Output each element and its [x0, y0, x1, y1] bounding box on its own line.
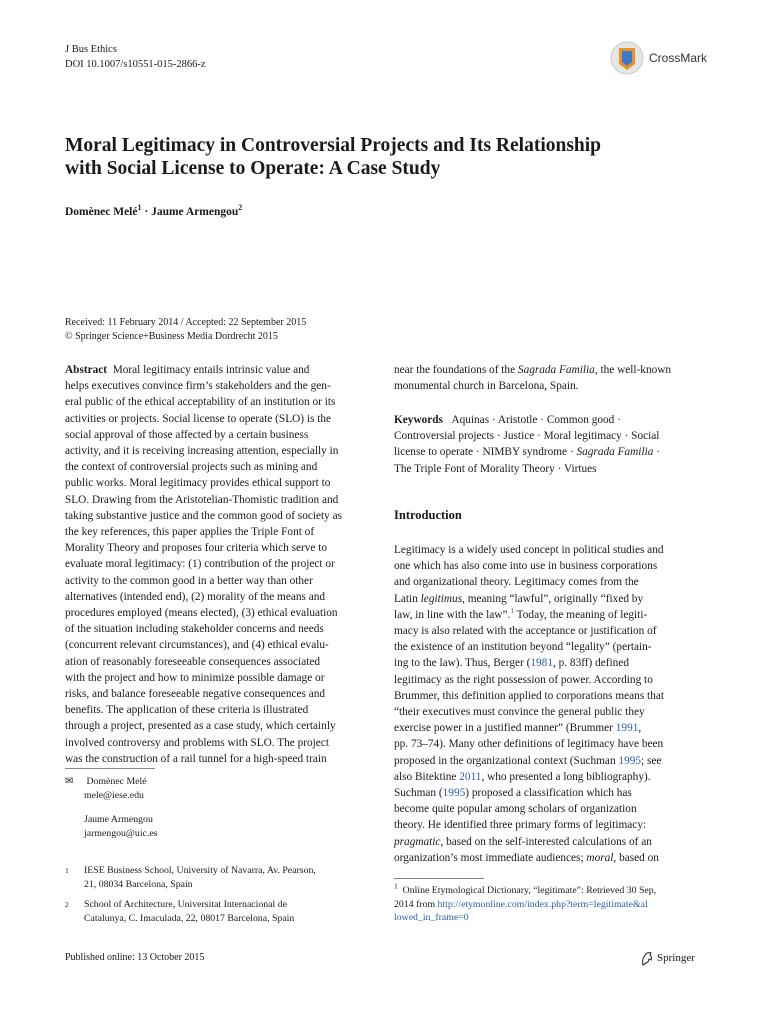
footnote-url[interactable]: lowed_in_frame=0	[394, 912, 469, 923]
abstract-line	[394, 362, 703, 378]
affiliation	[65, 864, 365, 891]
abstract-line: SLO. Drawing from the Aristotelian-Thomistic tradition and	[65, 493, 339, 506]
body-line: ing to the law). Thus, Berger (1981, p. 83ff) defined	[394, 657, 629, 670]
crossmark-badge[interactable]	[609, 40, 729, 76]
correspondence-name: Jaume Armengou	[84, 814, 153, 825]
abstract-line: ation of reasonably foreseeable consequences associated	[65, 655, 321, 668]
footnote	[394, 881, 703, 925]
published-online: Published online: 13 October 2015	[65, 952, 205, 963]
affiliation-line: 21, 08034 Barcelona, Spain	[84, 878, 193, 890]
citation-link[interactable]: 1981	[530, 657, 553, 670]
abstract-continuation	[394, 362, 703, 394]
author-name: Domènec Melé	[65, 206, 138, 218]
keywords-line	[394, 444, 703, 460]
citation-link[interactable]: 1995	[618, 754, 642, 767]
abstract-line: Morality Theory and proposes four criteria which serve to	[65, 542, 328, 555]
footnote-number: 1	[394, 881, 398, 891]
copyright: © Springer Science+Business Media Dordrecht 2015	[65, 331, 278, 342]
correspondence-name: Domènec Melé	[86, 776, 147, 787]
abstract-line: (concurrent relevant circumstances), and (4) ethical evalu-	[65, 639, 329, 652]
author-affil-sup: 1	[137, 203, 142, 213]
keywords-text: ·	[653, 446, 660, 459]
abstract-line: helps executives convince firm’s stakeholders and the gen-	[65, 380, 331, 393]
footnote-line	[394, 898, 703, 912]
abstract-line: activity to the common good in a better way than other	[65, 574, 313, 587]
abstract-line: risks, and balance foreseeable negative consequences and	[65, 688, 326, 701]
springer-wordmark: Springer	[657, 952, 695, 964]
citation-link[interactable]: 1995	[442, 787, 466, 800]
keywords-italic: Sagrada Familia	[576, 446, 654, 459]
footnote-text: Online Etymological Dictionary, “legitimate”: Retrieved 30 Sep,	[402, 885, 657, 896]
abstract-line: the key references, this paper applies the Triple Font of	[65, 526, 315, 539]
affiliation-line: IESE Business School, University of Navarra, Av. Pearson,	[84, 865, 316, 876]
body-line: also Bitektine 2011, who presented a long bibliography).	[394, 770, 651, 783]
body-line: Latin legitimus, meaning “lawful”, originally “fixed by	[394, 592, 644, 605]
body-line: exercise power in a justified manner” (Brummer 1991,	[394, 722, 642, 735]
affiliation-line: Catalunya, C. Imaculada, 22, 08017 Barcelona, Spain	[84, 912, 295, 924]
abstract-line: involved controversy and problems with SLO. The project	[65, 736, 329, 749]
abstract-text: Moral legitimacy entails intrinsic value and	[112, 364, 310, 376]
abstract	[65, 362, 374, 767]
body-line: theory. He identified three primary forms of legitimacy:	[394, 819, 647, 832]
author-list	[65, 203, 243, 218]
body-line: organization’s most immediate audiences; moral, based on	[394, 851, 659, 864]
abstract-line: the context of controversial projects such as mining and	[65, 461, 318, 474]
springer-horse-icon	[640, 951, 654, 967]
body-line: pragmatic, based on the self-interested calculations of an	[394, 835, 652, 848]
keywords-line: Controversial projects · Justice · Moral legitimacy · Social	[394, 430, 660, 443]
correspondence-email[interactable]: mele@iese.edu	[84, 789, 144, 801]
abstract-line: alternatives (intended end), (2) morality of the means and	[65, 590, 326, 603]
paper-title	[65, 134, 705, 180]
body-line: “their executives must convince the general public they	[394, 706, 645, 719]
crossmark-icon	[609, 40, 645, 76]
body-line: one which has also come into use in business corporations	[394, 560, 658, 573]
citation-link[interactable]: 1991	[615, 722, 639, 735]
body-line: proposed in the organizational context (Suchman 1995; see	[394, 754, 662, 767]
affiliation-number: 2	[65, 900, 69, 909]
correspondence-email[interactable]: jarmengou@uic.es	[84, 827, 158, 839]
abstract-line: activities or projects. Social license to operate (SLO) is the	[65, 412, 332, 425]
keywords-line: The Triple Font of Morality Theory · Virtues	[394, 462, 597, 475]
footnote-text: 2014 from	[394, 898, 438, 910]
author-affil-sup: 2	[238, 203, 243, 213]
affiliation-line: School of Architecture, Universitat Internacional de	[84, 899, 287, 910]
citation-link[interactable]: 2011	[459, 770, 482, 783]
footnote-line	[394, 881, 703, 898]
author-separator: ·	[141, 206, 152, 218]
abstract-line: through a project, presented as a case study, which certainly	[65, 720, 336, 733]
footnote-divider	[394, 878, 484, 879]
correspondence-block	[65, 775, 365, 840]
body-line: and organizational theory. Legitimacy comes from the	[394, 576, 639, 589]
journal-header	[65, 42, 206, 72]
abstract-line: activity, and it is receiving increasing attention, especially in	[65, 445, 339, 458]
abstract-line: was the construction of a rail tunnel for a high-speed train	[65, 752, 327, 765]
abstract-line: taking substantive justice and the common good of society as	[65, 509, 343, 522]
keywords-text: license to operate · NIMBY syndrome ·	[394, 446, 577, 459]
abstract-line: benefits. The application of these criteria is illustrated	[65, 704, 309, 717]
body-line: law, in line with the law”.$^1$ Today, the meaning of legiti-	[394, 606, 648, 621]
correspondence-author	[65, 775, 365, 789]
abstract-line	[65, 362, 374, 378]
crossmark-label: CrossMark	[649, 51, 708, 65]
body-line: become quite popular among scholars of organization	[394, 803, 637, 816]
body-line: macy is also related with the acceptance or justification of	[394, 625, 657, 638]
abstract-line: public works. Moral legitimacy provides ethical support to	[65, 477, 331, 490]
footnote-divider	[65, 768, 155, 769]
abstract-text: , the well-known	[594, 364, 672, 376]
affiliation-number: 1	[65, 866, 69, 875]
body-line: legitimacy as the right possession of power. According to	[394, 673, 653, 686]
body-line: pp. 73–74). Many other definitions of legitimacy have been	[394, 738, 664, 751]
title-line-1: Moral Legitimacy in Controversial Projects and Its Relationship	[65, 135, 602, 156]
keywords-text: Aquinas · Aristotle · Common good ·	[451, 414, 621, 426]
received-accepted: Received: 11 February 2014 / Accepted: 22 September 2015	[65, 317, 307, 328]
abstract-line: monumental church in Barcelona, Spain.	[394, 380, 579, 393]
abstract-line: eral public of the ethical acceptability of an institution or its	[65, 396, 336, 409]
abstract-line: procedures employed (means elected), (3) ethical evaluation	[65, 607, 338, 620]
publication-history	[65, 316, 306, 344]
body-line: the existence of an institution beyond “legality” (pertain-	[394, 641, 652, 654]
keywords-label: Keywords	[394, 414, 443, 426]
keywords-line	[394, 412, 703, 428]
title-line-2: with Social License to Operate: A Case Study	[65, 158, 441, 179]
abstract-text: near the foundations of the	[394, 364, 518, 376]
doi[interactable]: DOI 10.1007/s10551-015-2866-z	[65, 59, 206, 70]
author-name: Jaume Armengou	[151, 206, 239, 218]
keywords	[394, 412, 703, 477]
abstract-line: of the situation including stakeholder concerns and needs	[65, 623, 324, 636]
body-line: Legitimacy is a widely used concept in political studies and	[394, 544, 664, 556]
affiliation	[65, 898, 365, 925]
abstract-line: evaluate moral legitimacy: (1) contribution of the project or	[65, 558, 335, 571]
abstract-line: with the project and how to minimize possible damage or	[65, 671, 325, 684]
abstract-italic: Sagrada Familia	[517, 364, 595, 376]
envelope-icon: ✉	[65, 776, 74, 787]
body-line: Brummer, this definition applied to corporations means that	[394, 689, 664, 702]
abstract-label: Abstract	[65, 364, 108, 376]
journal-name: J Bus Ethics	[65, 44, 117, 55]
abstract-line: social approval of those affected by a certain business	[65, 428, 309, 441]
footnote-ref[interactable]: 1	[510, 606, 515, 616]
introduction-body	[394, 542, 703, 866]
section-heading: Introduction	[394, 508, 462, 522]
body-line: Suchman (1995) proposed a classification which has	[394, 787, 632, 800]
springer-logo	[640, 950, 720, 970]
footnote-url[interactable]: http://etymonline.com/index.php?term=legitimate&al	[437, 898, 648, 910]
